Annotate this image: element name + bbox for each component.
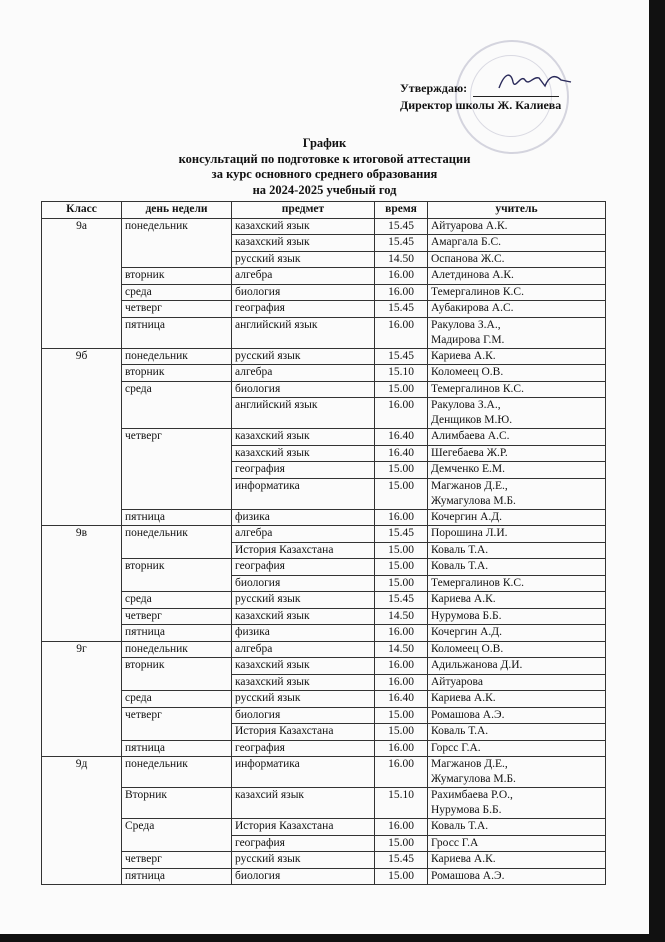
day-cell: пятница bbox=[122, 740, 232, 757]
teacher-name: Коломеец О.В. bbox=[431, 366, 504, 378]
teacher-name: Ракулова З.А., bbox=[431, 399, 501, 411]
day-cell: понедельник bbox=[122, 641, 232, 658]
teacher-cell bbox=[428, 819, 606, 836]
day-cell: среда bbox=[122, 592, 232, 609]
teacher-cell bbox=[428, 788, 606, 819]
title-line-2: консультаций по подготовке к итоговой аттестации bbox=[178, 151, 471, 166]
table-row bbox=[42, 268, 606, 285]
teacher-cell bbox=[428, 575, 606, 592]
table-row bbox=[42, 707, 606, 724]
day-cell: пятница bbox=[122, 317, 232, 348]
header-subject: предмет bbox=[232, 202, 375, 219]
teacher-cell bbox=[428, 398, 606, 429]
subject-cell: казахский язык bbox=[232, 218, 375, 235]
teacher-cell bbox=[428, 348, 606, 365]
day-cell: вторник bbox=[122, 559, 232, 592]
subject-cell: казахский язык bbox=[232, 674, 375, 691]
teacher-cell bbox=[428, 509, 606, 526]
teacher-name: Шегебаева Ж.Р. bbox=[431, 446, 508, 459]
day-cell: четверг bbox=[122, 301, 232, 318]
subject-cell: биология bbox=[232, 381, 375, 398]
teacher-cell bbox=[428, 641, 606, 658]
time-cell: 15.45 bbox=[375, 301, 428, 318]
time-cell: 16.00 bbox=[375, 625, 428, 642]
day-cell: пятница bbox=[122, 625, 232, 642]
time-cell: 15.45 bbox=[375, 592, 428, 609]
teacher-name: Коваль Т.А. bbox=[431, 560, 489, 572]
table-row bbox=[42, 526, 606, 543]
teacher-name: Нурумова Б.Б. bbox=[431, 609, 502, 622]
time-cell: 15.45 bbox=[375, 348, 428, 365]
table-row bbox=[42, 757, 606, 788]
day-cell: вторник bbox=[122, 365, 232, 382]
teacher-cell bbox=[428, 317, 606, 348]
schedule-table bbox=[41, 201, 606, 885]
subject-cell: русский язык bbox=[232, 691, 375, 708]
teacher-cell bbox=[428, 462, 606, 479]
subject-cell: История Казахстана bbox=[232, 542, 375, 559]
teacher-cell bbox=[428, 852, 606, 869]
subject-cell: казахсий язык bbox=[232, 788, 375, 819]
table-row bbox=[42, 641, 606, 658]
day-cell: среда bbox=[122, 691, 232, 708]
subject-cell: русский язык bbox=[232, 852, 375, 869]
teacher-name: Гросс Г.А bbox=[431, 836, 479, 849]
subject-cell: биология bbox=[232, 868, 375, 885]
teacher-cell bbox=[428, 218, 606, 235]
time-cell: 15.00 bbox=[375, 707, 428, 724]
teacher-cell bbox=[428, 658, 606, 675]
teacher-name: Демченко Е.М. bbox=[431, 463, 506, 475]
day-cell: пятница bbox=[122, 868, 232, 885]
teacher-name: Коваль Т.А. bbox=[431, 820, 489, 832]
subject-cell: русский язык bbox=[232, 348, 375, 365]
subject-cell: биология bbox=[232, 284, 375, 301]
time-cell: 16.40 bbox=[375, 445, 428, 462]
teacher-name: Нурумова Б.Б. bbox=[431, 804, 502, 816]
table-row bbox=[42, 625, 606, 642]
teacher-cell bbox=[428, 757, 606, 788]
teacher-name: Порошина Л.И. bbox=[431, 527, 508, 539]
subject-cell: география bbox=[232, 740, 375, 757]
teacher-cell bbox=[428, 251, 606, 268]
subject-cell: биология bbox=[232, 575, 375, 592]
teacher-cell bbox=[428, 429, 606, 446]
table-row bbox=[42, 218, 606, 235]
teacher-cell bbox=[428, 608, 606, 625]
table-row bbox=[42, 429, 606, 446]
teacher-name: Коломеец О.В. bbox=[431, 642, 504, 655]
class-cell: 9д bbox=[42, 757, 122, 885]
document-title bbox=[0, 136, 649, 198]
time-cell: 16.00 bbox=[375, 740, 428, 757]
teacher-name: Адильжанова Д.И. bbox=[431, 659, 523, 671]
teacher-name: Кариева А.К. bbox=[431, 853, 496, 865]
header-day: день недели bbox=[122, 202, 232, 219]
subject-cell: История Казахстана bbox=[232, 724, 375, 741]
teacher-name: Амаргала Б.С. bbox=[431, 236, 502, 248]
table-row bbox=[42, 559, 606, 576]
day-cell: понедельник bbox=[122, 218, 232, 268]
table-row bbox=[42, 365, 606, 382]
time-cell: 15.00 bbox=[375, 724, 428, 741]
teacher-cell bbox=[428, 268, 606, 285]
table-row bbox=[42, 509, 606, 526]
teacher-name: Коваль Т.А. bbox=[431, 543, 489, 556]
table-row bbox=[42, 348, 606, 365]
day-cell: понедельник bbox=[122, 526, 232, 559]
teacher-cell bbox=[428, 625, 606, 642]
time-cell: 15.45 bbox=[375, 218, 428, 235]
time-cell: 15.00 bbox=[375, 575, 428, 592]
table-row bbox=[42, 788, 606, 819]
subject-cell: английский язык bbox=[232, 317, 375, 348]
day-cell: понедельник bbox=[122, 348, 232, 365]
time-cell: 15.45 bbox=[375, 852, 428, 869]
teacher-name: Жумагулова М.Б. bbox=[431, 773, 516, 785]
subject-cell: алгебра bbox=[232, 641, 375, 658]
title-line-4: на 2024-2025 учебный год bbox=[252, 182, 397, 197]
approval-director: Директор школы Ж. Калиева bbox=[400, 98, 562, 112]
teacher-name: Ромашова А.Э. bbox=[431, 708, 505, 721]
time-cell: 15.00 bbox=[375, 868, 428, 885]
table-row bbox=[42, 592, 606, 609]
teacher-cell bbox=[428, 707, 606, 724]
subject-cell: география bbox=[232, 462, 375, 479]
table-row bbox=[42, 658, 606, 675]
table-row bbox=[42, 868, 606, 885]
subject-cell: казахский язык bbox=[232, 429, 375, 446]
table-row bbox=[42, 301, 606, 318]
subject-cell: алгебра bbox=[232, 268, 375, 285]
teacher-name: Кочергин А.Д. bbox=[431, 626, 502, 638]
teacher-name: Ромашова А.Э. bbox=[431, 869, 505, 882]
teacher-name: Магжанов Д.Е., bbox=[431, 479, 508, 492]
subject-cell: физика bbox=[232, 509, 375, 526]
title-line-1: График bbox=[302, 136, 347, 150]
subject-cell: алгебра bbox=[232, 365, 375, 382]
class-cell: 9а bbox=[42, 218, 122, 348]
teacher-name: Темергалинов К.С. bbox=[431, 576, 524, 589]
teacher-name: Жумагулова М.Б. bbox=[431, 494, 516, 507]
teacher-name: Рахимбаева Р.О., bbox=[431, 789, 513, 801]
table-row bbox=[42, 284, 606, 301]
teacher-name: Кочергин А.Д. bbox=[431, 510, 502, 523]
teacher-cell bbox=[428, 868, 606, 885]
day-cell: четверг bbox=[122, 429, 232, 510]
subject-cell: казахский язык bbox=[232, 445, 375, 462]
table-body bbox=[42, 218, 606, 885]
day-cell: Среда bbox=[122, 819, 232, 852]
teacher-name: Магжанов Д.Е., bbox=[431, 758, 508, 770]
day-cell: вторник bbox=[122, 658, 232, 691]
header-teacher: учитель bbox=[428, 202, 606, 219]
time-cell: 14.50 bbox=[375, 641, 428, 658]
time-cell: 16.00 bbox=[375, 819, 428, 836]
title-line-3: за курс основного среднего образования bbox=[211, 167, 438, 181]
teacher-cell bbox=[428, 835, 606, 852]
table-header-row bbox=[42, 202, 606, 219]
time-cell: 15.00 bbox=[375, 381, 428, 398]
time-cell: 15.00 bbox=[375, 542, 428, 559]
teacher-name: Аубакирова А.С. bbox=[431, 302, 514, 314]
subject-cell: информатика bbox=[232, 757, 375, 788]
table-row bbox=[42, 381, 606, 398]
time-cell: 16.00 bbox=[375, 658, 428, 675]
teacher-name: Коваль Т.А. bbox=[431, 725, 489, 737]
time-cell: 15.00 bbox=[375, 462, 428, 479]
subject-cell: физика bbox=[232, 625, 375, 642]
time-cell: 16.40 bbox=[375, 429, 428, 446]
time-cell: 15.00 bbox=[375, 478, 428, 509]
teacher-name: Алимбаева А.С. bbox=[431, 430, 510, 442]
time-cell: 16.00 bbox=[375, 398, 428, 429]
subject-cell: История Казахстана bbox=[232, 819, 375, 836]
day-cell: среда bbox=[122, 381, 232, 429]
subject-cell: география bbox=[232, 559, 375, 576]
day-cell: вторник bbox=[122, 268, 232, 285]
approval-block bbox=[400, 80, 561, 114]
header-time: время bbox=[375, 202, 428, 219]
teacher-cell bbox=[428, 365, 606, 382]
table-row bbox=[42, 852, 606, 869]
subject-cell: русский язык bbox=[232, 592, 375, 609]
time-cell: 15.45 bbox=[375, 235, 428, 252]
teacher-name: Кариева А.К. bbox=[431, 349, 496, 362]
class-cell: 9б bbox=[42, 348, 122, 526]
subject-cell: алгебра bbox=[232, 526, 375, 543]
teacher-name: Кариева А.К. bbox=[431, 593, 496, 605]
subject-cell: география bbox=[232, 835, 375, 852]
teacher-name: Темергалинов К.С. bbox=[431, 285, 524, 298]
table-row bbox=[42, 317, 606, 348]
teacher-name: Кариева А.К. bbox=[431, 692, 496, 704]
day-cell: понедельник bbox=[122, 757, 232, 788]
table-row bbox=[42, 608, 606, 625]
subject-cell: география bbox=[232, 301, 375, 318]
teacher-cell bbox=[428, 740, 606, 757]
day-cell: пятница bbox=[122, 509, 232, 526]
teacher-cell bbox=[428, 542, 606, 559]
teacher-name: Айтуарова bbox=[431, 675, 483, 688]
teacher-cell bbox=[428, 284, 606, 301]
teacher-name: Горсс Г.А. bbox=[431, 741, 481, 754]
teacher-name: Оспанова Ж.С. bbox=[431, 252, 505, 265]
teacher-name: Денщиков М.Ю. bbox=[431, 414, 513, 426]
header-class: Класс bbox=[42, 202, 122, 219]
subject-cell: казахский язык bbox=[232, 658, 375, 675]
class-cell: 9в bbox=[42, 526, 122, 642]
day-cell: Вторник bbox=[122, 788, 232, 819]
teacher-cell bbox=[428, 691, 606, 708]
time-cell: 14.50 bbox=[375, 608, 428, 625]
subject-cell: биология bbox=[232, 707, 375, 724]
approval-label: Утверждаю: bbox=[400, 81, 468, 95]
time-cell: 16.00 bbox=[375, 674, 428, 691]
time-cell: 16.40 bbox=[375, 691, 428, 708]
time-cell: 16.00 bbox=[375, 317, 428, 348]
time-cell: 16.00 bbox=[375, 757, 428, 788]
time-cell: 15.00 bbox=[375, 835, 428, 852]
time-cell: 16.00 bbox=[375, 509, 428, 526]
teacher-cell bbox=[428, 445, 606, 462]
table-row bbox=[42, 691, 606, 708]
teacher-name: Алетдинова А.К. bbox=[431, 269, 514, 281]
teacher-cell bbox=[428, 526, 606, 543]
day-cell: четверг bbox=[122, 852, 232, 869]
teacher-cell bbox=[428, 478, 606, 509]
time-cell: 15.10 bbox=[375, 788, 428, 819]
table-row bbox=[42, 819, 606, 836]
teacher-name: Темергалинов К.С. bbox=[431, 382, 524, 395]
day-cell: четверг bbox=[122, 707, 232, 740]
subject-cell: информатика bbox=[232, 478, 375, 509]
class-cell: 9г bbox=[42, 641, 122, 757]
day-cell: среда bbox=[122, 284, 232, 301]
teacher-cell bbox=[428, 235, 606, 252]
day-cell: четверг bbox=[122, 608, 232, 625]
subject-cell: казахский язык bbox=[232, 235, 375, 252]
subject-cell: русский язык bbox=[232, 251, 375, 268]
teacher-name: Ракулова З.А., bbox=[431, 318, 501, 331]
signature-line bbox=[473, 84, 559, 97]
teacher-cell bbox=[428, 592, 606, 609]
teacher-cell bbox=[428, 381, 606, 398]
teacher-name: Мадирова Г.М. bbox=[431, 333, 505, 346]
time-cell: 15.45 bbox=[375, 526, 428, 543]
subject-cell: английский язык bbox=[232, 398, 375, 429]
teacher-cell bbox=[428, 559, 606, 576]
teacher-cell bbox=[428, 301, 606, 318]
time-cell: 16.00 bbox=[375, 268, 428, 285]
teacher-cell bbox=[428, 674, 606, 691]
teacher-name: Айтуарова А.К. bbox=[431, 219, 508, 232]
time-cell: 15.00 bbox=[375, 559, 428, 576]
time-cell: 15.10 bbox=[375, 365, 428, 382]
time-cell: 14.50 bbox=[375, 251, 428, 268]
subject-cell: казахский язык bbox=[232, 608, 375, 625]
table-row bbox=[42, 740, 606, 757]
time-cell: 16.00 bbox=[375, 284, 428, 301]
teacher-cell bbox=[428, 724, 606, 741]
